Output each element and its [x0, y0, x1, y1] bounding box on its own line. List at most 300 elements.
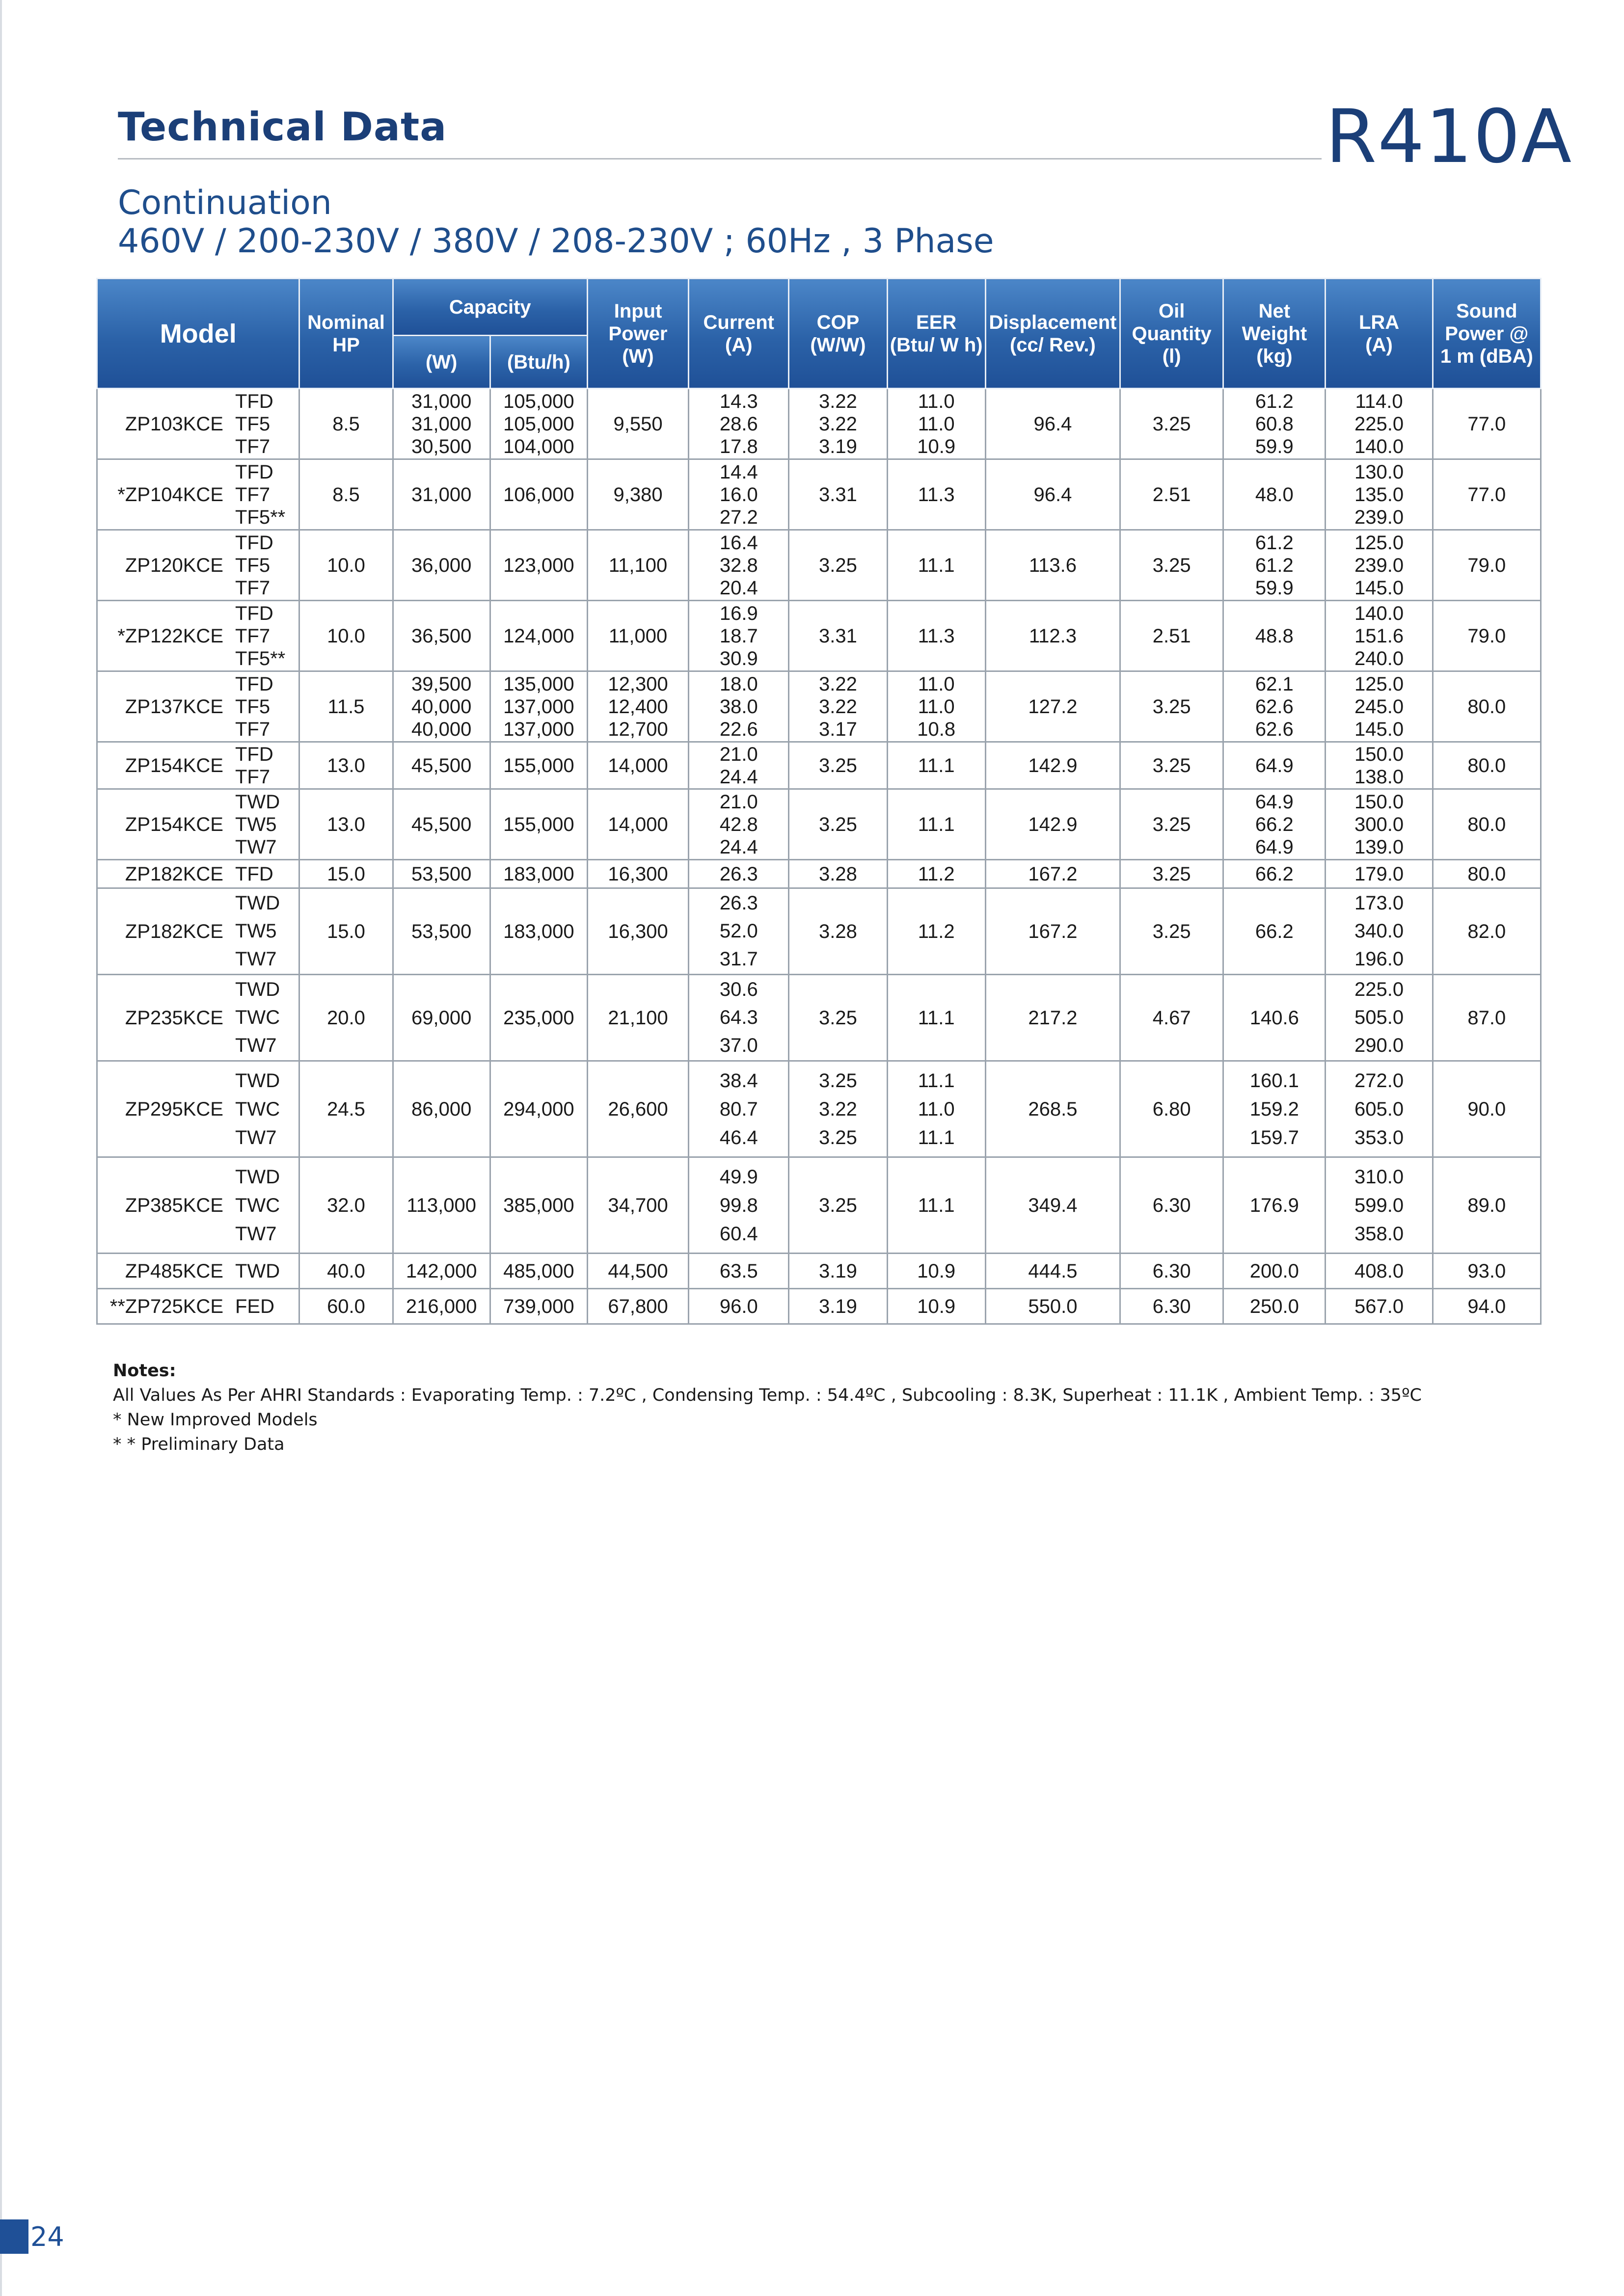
net-weight-value: 66.2	[1255, 920, 1294, 942]
capacity-w-value: 216,000	[406, 1295, 477, 1317]
cop-value: 3.31	[819, 625, 857, 647]
model-variant: TWC	[235, 1194, 280, 1216]
model-variant: TWD	[235, 1069, 280, 1092]
model-variant: TW7	[235, 836, 277, 858]
nominal-hp-cell	[299, 888, 393, 975]
cop-value: 3.28	[819, 863, 857, 885]
model-cell	[97, 1061, 299, 1157]
lra-value: 151.6	[1354, 625, 1404, 647]
current-value: 37.0	[719, 1035, 758, 1056]
model-name: ZP137KCE	[125, 695, 223, 718]
cop-value: 3.25	[819, 1126, 857, 1148]
net-weight-cell	[1223, 1254, 1326, 1289]
model-cell	[97, 601, 299, 671]
notes-block	[113, 1359, 1422, 1457]
current-value: 60.4	[719, 1223, 758, 1245]
input-power-value: 12,300	[608, 673, 668, 695]
capacity-btu-value: 739,000	[503, 1295, 574, 1317]
nominal-hp-cell	[299, 1254, 393, 1289]
capacity-w-cell	[393, 860, 490, 888]
capacity-btu-cell	[490, 789, 587, 860]
capacity-btu-value: 155,000	[503, 813, 574, 835]
displacement-cell	[985, 975, 1120, 1061]
capacity-btu-value: 137,000	[503, 718, 574, 740]
capacity-w-value: 45,500	[411, 813, 472, 835]
oil-quantity-cell	[1120, 1061, 1223, 1157]
eer-value: 11.1	[918, 813, 955, 835]
nominal-hp-cell	[299, 1061, 393, 1157]
model-name: ZP235KCE	[125, 1007, 223, 1029]
current-value: 49.9	[719, 1166, 758, 1188]
lra-cell	[1326, 459, 1433, 530]
capacity-btu-value: 235,000	[503, 1007, 574, 1029]
current-value: 21.0	[719, 743, 758, 765]
current-cell	[689, 1289, 789, 1324]
sound-power-cell	[1433, 389, 1541, 459]
eer-cell	[887, 530, 985, 601]
sound-power-cell	[1433, 1289, 1541, 1324]
lra-value: 125.0	[1354, 673, 1404, 695]
table-row	[97, 671, 1541, 742]
cop-value: 3.22	[819, 390, 857, 412]
displacement-value: 217.2	[1028, 1007, 1078, 1029]
capacity-btu-value: 385,000	[503, 1194, 574, 1216]
model-variant: TWD	[235, 979, 280, 1000]
capacity-w-cell	[393, 789, 490, 860]
model-name: ZP182KCE	[125, 920, 223, 942]
sound-power-cell	[1433, 1157, 1541, 1254]
cop-cell	[789, 975, 887, 1061]
model-variant: TF5	[235, 695, 271, 718]
net-weight-value: 60.8	[1255, 413, 1294, 435]
displacement-value: 113.6	[1029, 554, 1077, 576]
sound-power-cell	[1433, 601, 1541, 671]
oil-quantity-cell	[1120, 975, 1223, 1061]
technical-data-table	[96, 278, 1542, 1325]
lra-value: 310.0	[1354, 1166, 1404, 1188]
nominal-hp-value: 15.0	[327, 920, 365, 942]
net-weight-value: 176.9	[1249, 1194, 1299, 1216]
lra-cell	[1326, 888, 1433, 975]
current-value: 38.0	[719, 695, 758, 718]
sound-power-value: 89.0	[1467, 1194, 1506, 1216]
model-name: *ZP122KCE	[117, 625, 223, 647]
capacity-btu-value: 105,000	[503, 413, 574, 435]
col-header-oil-quantity: Oil Quantity (l)	[1120, 279, 1223, 389]
notes-title: Notes:	[113, 1361, 176, 1381]
cop-cell	[789, 789, 887, 860]
net-weight-value: 61.2	[1255, 554, 1294, 576]
sound-power-cell	[1433, 1061, 1541, 1157]
eer-value: 11.0	[918, 673, 955, 695]
lra-value: 353.0	[1354, 1126, 1404, 1148]
model-name: ZP154KCE	[125, 813, 223, 835]
displacement-cell	[985, 459, 1120, 530]
col-header-eer: EER (Btu/ W h)	[887, 279, 985, 389]
net-weight-value: 64.9	[1255, 836, 1294, 858]
oil-quantity-value: 3.25	[1152, 863, 1191, 885]
capacity-w-value: 36,000	[411, 554, 472, 576]
nominal-hp-value: 10.0	[327, 554, 365, 576]
oil-quantity-cell	[1120, 530, 1223, 601]
capacity-w-cell	[393, 389, 490, 459]
model-variant: TF7	[235, 718, 271, 740]
eer-value: 10.9	[917, 435, 956, 457]
lra-value: 140.0	[1354, 435, 1404, 457]
cop-cell	[789, 389, 887, 459]
eer-cell	[887, 671, 985, 742]
eer-cell	[887, 1061, 985, 1157]
lra-cell	[1326, 975, 1433, 1061]
net-weight-value: 66.2	[1255, 863, 1294, 885]
input-power-value: 12,700	[608, 718, 668, 740]
model-variant: TW7	[235, 1223, 277, 1245]
model-variant: TW5	[235, 920, 277, 942]
nominal-hp-value: 10.0	[327, 625, 365, 647]
model-variant: TFD	[235, 863, 273, 885]
capacity-btu-value: 123,000	[503, 554, 574, 576]
model-variant: TW7	[235, 1035, 277, 1056]
col-header-displacement: Displacement (cc/ Rev.)	[985, 279, 1120, 389]
lra-value: 138.0	[1354, 766, 1404, 788]
nominal-hp-cell	[299, 1157, 393, 1254]
model-cell	[97, 888, 299, 975]
displacement-cell	[985, 671, 1120, 742]
nominal-hp-value: 11.5	[327, 695, 365, 718]
lra-value: 567.0	[1354, 1295, 1404, 1317]
oil-quantity-value: 6.30	[1152, 1260, 1191, 1282]
model-variant: TF7	[235, 766, 271, 788]
table-row	[97, 601, 1541, 671]
model-cell	[97, 1254, 299, 1289]
cop-value: 3.28	[819, 920, 857, 942]
displacement-cell	[985, 601, 1120, 671]
net-weight-value: 62.6	[1255, 695, 1294, 718]
displacement-value: 550.0	[1028, 1295, 1078, 1317]
lra-cell	[1326, 530, 1433, 601]
current-value: 30.9	[719, 647, 758, 669]
capacity-btu-cell	[490, 459, 587, 530]
capacity-btu-value: 106,000	[503, 483, 574, 506]
oil-quantity-cell	[1120, 671, 1223, 742]
input-power-cell	[587, 601, 688, 671]
input-power-value: 16,300	[608, 863, 668, 885]
current-cell	[689, 389, 789, 459]
displacement-value: 142.9	[1028, 813, 1078, 835]
displacement-cell	[985, 742, 1120, 789]
capacity-btu-cell	[490, 860, 587, 888]
displacement-cell	[985, 1157, 1120, 1254]
current-value: 38.4	[719, 1069, 758, 1092]
current-value: 63.5	[719, 1260, 758, 1282]
net-weight-cell	[1223, 1289, 1326, 1324]
capacity-btu-cell	[490, 1061, 587, 1157]
net-weight-value: 61.2	[1255, 532, 1294, 554]
oil-quantity-value: 3.25	[1152, 920, 1191, 942]
net-weight-value: 59.9	[1255, 577, 1294, 599]
lra-value: 272.0	[1354, 1069, 1404, 1092]
model-variant: TWD	[235, 892, 280, 914]
capacity-w-cell	[393, 530, 490, 601]
capacity-w-value: 142,000	[406, 1260, 477, 1282]
input-power-value: 11,100	[608, 554, 668, 576]
oil-quantity-value: 3.25	[1152, 554, 1191, 576]
current-value: 31.7	[719, 948, 758, 970]
displacement-value: 142.9	[1028, 754, 1078, 776]
table-row	[97, 1157, 1541, 1254]
net-weight-value: 66.2	[1255, 813, 1294, 835]
input-power-cell	[587, 975, 688, 1061]
displacement-cell	[985, 1254, 1120, 1289]
current-value: 96.0	[719, 1295, 758, 1317]
current-cell	[689, 1254, 789, 1289]
eer-value: 11.2	[918, 863, 955, 885]
displacement-value: 112.3	[1029, 625, 1077, 647]
eer-cell	[887, 860, 985, 888]
model-cell	[97, 789, 299, 860]
input-power-cell	[587, 459, 688, 530]
lra-value: 245.0	[1354, 695, 1404, 718]
capacity-btu-cell	[490, 601, 587, 671]
capacity-btu-value: 104,000	[503, 435, 574, 457]
header-divider	[118, 158, 1322, 160]
current-value: 14.4	[719, 461, 758, 483]
col-header-capacity: Capacity	[393, 279, 587, 336]
model-variant: TWD	[235, 1166, 280, 1188]
model-variant: TW5	[235, 813, 277, 835]
current-cell	[689, 742, 789, 789]
capacity-btu-value: 155,000	[503, 754, 574, 776]
capacity-btu-cell	[490, 389, 587, 459]
page-number: 24	[30, 2221, 64, 2252]
model-variant: TF5	[235, 554, 271, 576]
displacement-value: 444.5	[1028, 1260, 1078, 1282]
nominal-hp-value: 24.5	[327, 1098, 365, 1120]
col-header-net-weight: Net Weight (kg)	[1223, 279, 1326, 389]
model-variant: TFD	[235, 532, 273, 554]
nominal-hp-cell	[299, 671, 393, 742]
cop-value: 3.25	[819, 554, 857, 576]
net-weight-value: 48.8	[1255, 625, 1294, 647]
capacity-w-value: 36,500	[411, 625, 472, 647]
net-weight-cell	[1223, 530, 1326, 601]
eer-cell	[887, 459, 985, 530]
current-value: 18.7	[719, 625, 758, 647]
page-number-bar	[0, 2219, 28, 2254]
input-power-value: 34,700	[608, 1194, 668, 1216]
cop-cell	[789, 1254, 887, 1289]
current-cell	[689, 860, 789, 888]
sound-power-cell	[1433, 1254, 1541, 1289]
refrigerant-code: R410A	[1326, 94, 1573, 180]
model-variant: TFD	[235, 743, 273, 765]
current-cell	[689, 459, 789, 530]
cop-cell	[789, 1289, 887, 1324]
col-header-sound-power: Sound Power @ 1 m (dBA)	[1433, 279, 1541, 389]
oil-quantity-value: 3.25	[1152, 413, 1191, 435]
eer-cell	[887, 601, 985, 671]
sound-power-cell	[1433, 530, 1541, 601]
lra-value: 145.0	[1354, 718, 1404, 740]
oil-quantity-cell	[1120, 601, 1223, 671]
current-value: 52.0	[719, 920, 758, 942]
model-variant: TF5**	[235, 506, 286, 528]
oil-quantity-value: 3.25	[1152, 754, 1191, 776]
displacement-value: 268.5	[1028, 1098, 1078, 1120]
current-value: 22.6	[719, 718, 758, 740]
nominal-hp-value: 20.0	[327, 1007, 365, 1029]
capacity-btu-value: 183,000	[503, 863, 574, 885]
oil-quantity-cell	[1120, 888, 1223, 975]
eer-value: 11.1	[918, 1007, 955, 1029]
lra-value: 239.0	[1354, 506, 1404, 528]
oil-quantity-cell	[1120, 459, 1223, 530]
cop-value: 3.22	[819, 673, 857, 695]
oil-quantity-value: 3.25	[1152, 695, 1191, 718]
model-cell	[97, 459, 299, 530]
oil-quantity-cell	[1120, 1254, 1223, 1289]
nominal-hp-cell	[299, 975, 393, 1061]
capacity-w-value: 31,000	[411, 413, 472, 435]
capacity-btu-value: 105,000	[503, 390, 574, 412]
net-weight-value: 250.0	[1249, 1295, 1299, 1317]
nominal-hp-value: 60.0	[327, 1295, 365, 1317]
sound-power-value: 94.0	[1467, 1295, 1506, 1317]
notes-line: * * Preliminary Data	[113, 1435, 285, 1454]
cop-value: 3.17	[819, 718, 857, 740]
table-row	[97, 888, 1541, 975]
displacement-value: 167.2	[1028, 863, 1078, 885]
cop-cell	[789, 860, 887, 888]
sound-power-value: 80.0	[1467, 754, 1506, 776]
oil-quantity-value: 4.67	[1152, 1007, 1191, 1029]
table-row	[97, 530, 1541, 601]
capacity-btu-cell	[490, 530, 587, 601]
capacity-w-value: 31,000	[411, 483, 472, 506]
capacity-btu-cell	[490, 671, 587, 742]
net-weight-value: 160.1	[1249, 1069, 1299, 1092]
eer-cell	[887, 888, 985, 975]
current-cell	[689, 671, 789, 742]
model-variant: TFD	[235, 602, 273, 624]
current-cell	[689, 1061, 789, 1157]
page-edge	[0, 0, 2, 2296]
lra-value: 179.0	[1354, 863, 1404, 885]
displacement-cell	[985, 530, 1120, 601]
capacity-btu-cell	[490, 742, 587, 789]
eer-value: 11.0	[918, 390, 955, 412]
lra-value: 300.0	[1354, 813, 1404, 835]
model-variant: TFD	[235, 390, 273, 412]
cop-cell	[789, 888, 887, 975]
nominal-hp-cell	[299, 389, 393, 459]
capacity-w-cell	[393, 601, 490, 671]
net-weight-cell	[1223, 1157, 1326, 1254]
oil-quantity-value: 2.51	[1152, 625, 1191, 647]
nominal-hp-value: 8.5	[332, 413, 360, 435]
nominal-hp-cell	[299, 459, 393, 530]
model-variant: TFD	[235, 461, 273, 483]
eer-value: 11.1	[918, 1126, 955, 1148]
capacity-w-value: 53,500	[411, 863, 472, 885]
capacity-w-cell	[393, 459, 490, 530]
table-row	[97, 1254, 1541, 1289]
input-power-value: 12,400	[608, 695, 668, 718]
model-variant: TF7	[235, 483, 271, 506]
eer-cell	[887, 975, 985, 1061]
input-power-cell	[587, 1061, 688, 1157]
displacement-cell	[985, 389, 1120, 459]
displacement-value: 167.2	[1028, 920, 1078, 942]
eer-cell	[887, 789, 985, 860]
table-row	[97, 860, 1541, 888]
oil-quantity-cell	[1120, 1157, 1223, 1254]
capacity-w-value: 113,000	[406, 1194, 476, 1216]
nominal-hp-cell	[299, 601, 393, 671]
current-value: 14.3	[719, 390, 758, 412]
net-weight-cell	[1223, 601, 1326, 671]
current-value: 64.3	[719, 1007, 758, 1028]
cop-cell	[789, 1061, 887, 1157]
input-power-cell	[587, 389, 688, 459]
net-weight-cell	[1223, 742, 1326, 789]
table-row	[97, 975, 1541, 1061]
lra-value: 340.0	[1354, 920, 1404, 942]
eer-value: 11.1	[918, 754, 955, 776]
current-value: 27.2	[719, 506, 758, 528]
model-name: ZP120KCE	[125, 554, 223, 576]
net-weight-value: 48.0	[1255, 483, 1294, 506]
eer-value: 10.8	[917, 718, 956, 740]
current-value: 18.0	[719, 673, 758, 695]
notes-line: * New Improved Models	[113, 1410, 318, 1430]
nominal-hp-value: 8.5	[332, 483, 360, 506]
sound-power-cell	[1433, 975, 1541, 1061]
capacity-w-cell	[393, 1254, 490, 1289]
model-cell	[97, 1157, 299, 1254]
net-weight-cell	[1223, 975, 1326, 1061]
capacity-w-value: 40,000	[411, 695, 472, 718]
lra-value: 145.0	[1354, 577, 1404, 599]
current-value: 20.4	[719, 577, 758, 599]
net-weight-value: 140.6	[1249, 1007, 1299, 1029]
current-value: 21.0	[719, 791, 758, 813]
nominal-hp-cell	[299, 530, 393, 601]
eer-value: 11.0	[918, 695, 955, 718]
sound-power-cell	[1433, 789, 1541, 860]
lra-value: 240.0	[1354, 647, 1404, 669]
net-weight-value: 159.2	[1249, 1098, 1299, 1120]
lra-cell	[1326, 742, 1433, 789]
sound-power-value: 82.0	[1467, 920, 1506, 942]
table-row	[97, 1289, 1541, 1324]
lra-value: 225.0	[1354, 413, 1404, 435]
net-weight-cell	[1223, 1061, 1326, 1157]
current-cell	[689, 601, 789, 671]
model-variant: TF7	[235, 625, 271, 647]
net-weight-value: 62.1	[1255, 673, 1294, 695]
cop-cell	[789, 530, 887, 601]
cop-value: 3.22	[819, 1098, 857, 1120]
current-cell	[689, 888, 789, 975]
lra-cell	[1326, 1254, 1433, 1289]
table-row	[97, 1061, 1541, 1157]
col-header-lra: LRA (A)	[1326, 279, 1433, 389]
lra-value: 173.0	[1354, 892, 1404, 914]
nominal-hp-cell	[299, 742, 393, 789]
eer-value: 10.9	[917, 1295, 956, 1317]
cop-cell	[789, 1157, 887, 1254]
